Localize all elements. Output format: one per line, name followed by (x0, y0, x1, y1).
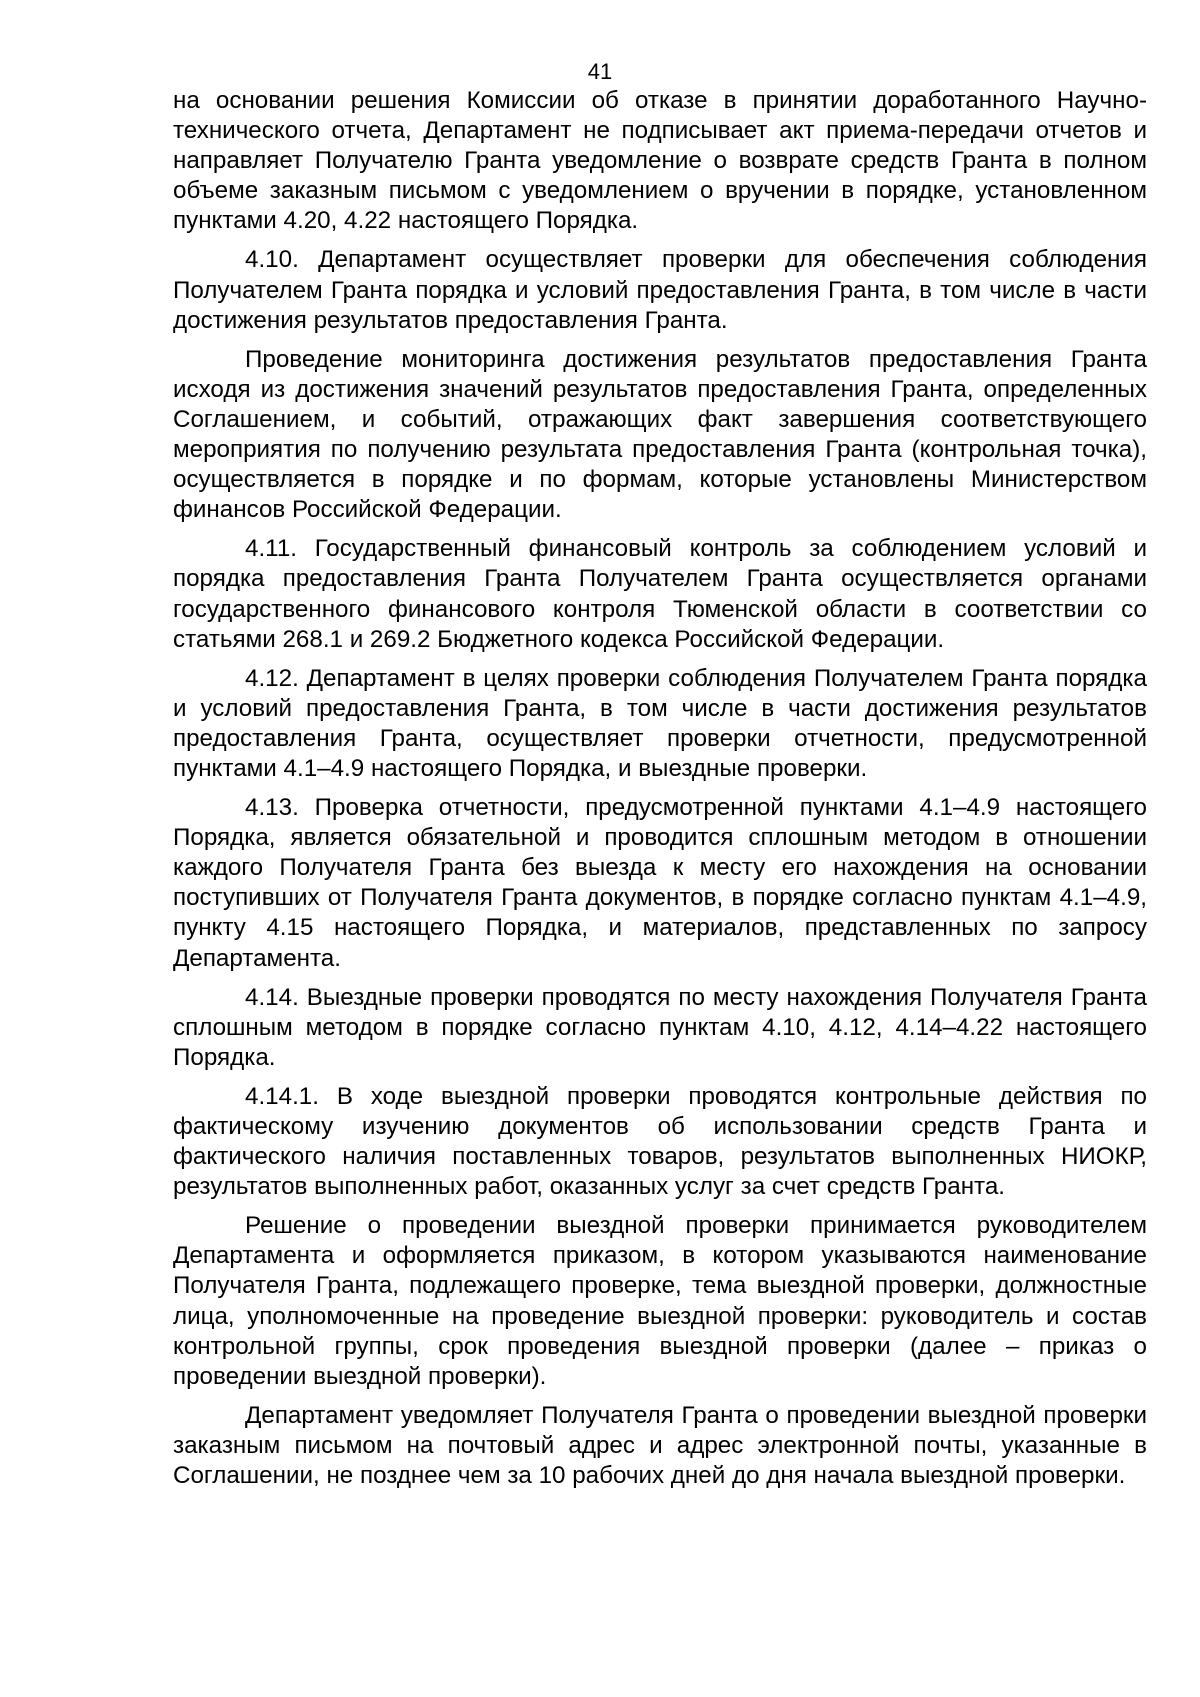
page-number: 41 (587, 59, 613, 84)
paragraph-continuation: на основании решения Комиссии об отказе в принятии доработанного Научно-технического отчета, Департамент не подписывает акт приема-передачи отчетов и направляет Получателю Гранта уведомление о возврате средств Гранта в полном объеме заказным письмом с уведомлением о вручении в порядке, установленном пунктами 4.20, 4.22 настоящего Порядка. (173, 87, 1147, 235)
paragraph-4-14-1: 4.14.1. В ходе выездной проверки проводятся контрольные действия по фактическому изучению документов об использовании средств Гранта и фактического наличия поставленных товаров, результатов выполненных НИОКР, результатов выполненных работ, оказанных услуг за счет средств Гранта. (173, 1082, 1147, 1201)
paragraph-4-13: 4.13. Проверка отчетности, предусмотренной пунктами 4.1–4.9 настоящего Порядка, является обязательной и проводится сплошным методом в отношении каждого Получателя Гранта без выезда к месту его нахождения на основании поступивших от Получателя Гранта документов, в порядке согласно пунктам 4.1–4.9, пункту 4.15 настоящего Порядка, и материалов, представленных по запросу Департамента. (173, 794, 1147, 972)
document-body (173, 86, 1147, 1500)
paragraph-notification: Департамент уведомляет Получателя Гранта о проведении выездной проверки заказным письмом на почтовый адрес и адрес электронной почты, указанные в Соглашении, не позднее чем за 10 рабочих дней до дня начала выездной проверки. (173, 1401, 1147, 1490)
paragraph-4-11: 4.11. Государственный финансовый контроль за соблюдением условий и порядка предоставления Гранта Получателем Гранта осуществляется органами государственного финансового контроля Тюменской области в соответствии со статьями 268.1 и 269.2 Бюджетного кодекса Российской Федерации. (173, 535, 1147, 653)
paragraph-4-12: 4.12. Департамент в целях проверки соблюдения Получателем Гранта порядка и условий предоставления Гранта, в том числе в части достижения результатов предоставления Гранта, осуществляет проверки отчетности, предусмотренной пунктами 4.1–4.9 настоящего Порядка, и выездные проверки. (173, 664, 1147, 782)
paragraph-inspection-decision: Решение о проведении выездной проверки принимается руководителем Департамента и оформляется приказом, в котором указываются наименование Получателя Гранта, подлежащего проверке, тема выездной проверки, должностные лица, уполномоченные на проведение выездной проверки: руководитель и состав контрольной группы, срок проведения выездной проверки (далее – приказ о проведении выездной проверки). (173, 1212, 1147, 1390)
paragraph-monitoring: Проведение мониторинга достижения результатов предоставления Гранта исходя из достижения значений результатов предоставления Гранта, определенных Соглашением, и событий, отражающих факт завершения соответствующего мероприятия по получению результата предоставления Гранта (контрольная точка), осуществляется в порядке и по формам, которые установлены Министерством финансов Российской Федерации. (173, 345, 1147, 524)
paragraph-4-14: 4.14. Выездные проверки проводятся по месту нахождения Получателя Гранта сплошным методом в порядке согласно пунктам 4.10, 4.12, 4.14–4.22 настоящего Порядка. (173, 983, 1147, 1071)
paragraph-4-10: 4.10. Департамент осуществляет проверки для обеспечения соблюдения Получателем Гранта порядка и условий предоставления Гранта, в том числе в части достижения результатов предоставления Гранта. (173, 246, 1147, 334)
